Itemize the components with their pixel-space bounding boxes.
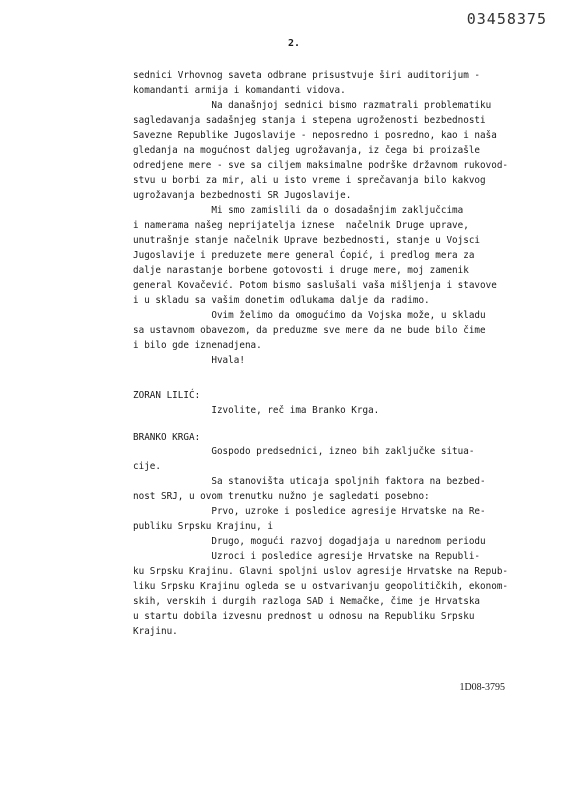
- text-line: Gospodo predsednici, izneo bih zaključke situa-: [133, 446, 475, 457]
- text-line: Savezne Republike Jugoslavije - neposredno i posredno, kao i naša: [133, 130, 497, 141]
- text-line: cije.: [133, 461, 161, 472]
- text-line: komandanti armija i komandanti vidova.: [133, 85, 346, 96]
- speaker2-text-block: [133, 444, 508, 639]
- speaker-label-branko-krga: BRANKO KRGA:: [133, 432, 201, 443]
- text-line: nost SRJ, u ovom trenutku nužno je sagledati posebno:: [133, 491, 430, 502]
- speaker1-text-block: [133, 403, 379, 418]
- text-line: stvu u borbi za mir, ali u isto vreme i sprečavanja bilo kakvog: [133, 175, 486, 186]
- text-line: dalje narastanje borbene gotovosti i druge mere, moj zamenik: [133, 265, 469, 276]
- text-line: ugrožavanja bezbednosti SR Jugoslavije.: [133, 190, 352, 201]
- text-line: Hvala!: [133, 355, 245, 366]
- text-line: Jugoslavije i preduzete mere general Ćopić, i predlog mera za: [133, 250, 475, 261]
- paragraph-lines: [133, 444, 508, 639]
- text-line: Prvo, uzroke i posledice agresije Hrvatske na Re-: [133, 506, 486, 517]
- text-line: ku Srpsku Krajinu. Glavni spoljni uslov agresije Hrvatske na Repub-: [133, 566, 509, 577]
- text-line: unutrašnje stanje načelnik Uprave bezbednosti, stanje u Vojsci: [133, 235, 481, 246]
- text-line: i namerama našeg neprijatelja iznese načelnik Druge uprave,: [133, 220, 469, 231]
- text-line: Izvolite, reč ima Branko Krga.: [133, 405, 380, 416]
- page-number: 2.: [288, 38, 301, 49]
- document-number: 03458375: [466, 10, 547, 28]
- text-line: skih, verskih i durgih razloga SAD i Nemačke, čime je Hrvatska: [133, 596, 481, 607]
- text-line: general Kovačević. Potom bismo saslušali vaša mišljenja i stavove: [133, 280, 497, 291]
- text-line: odredjene mere - sve sa ciljem maksimalne podrške državnom rukovod-: [133, 160, 509, 171]
- intro-text-block: [133, 68, 508, 368]
- document-footer-id: 1D08-3795: [459, 682, 505, 693]
- text-line: sa ustavnom obavezom, da preduzme sve mere da ne bude bilo čime: [133, 325, 486, 336]
- paragraph-lines: [133, 403, 379, 418]
- text-line: Drugo, mogući razvoj dogadjaja u narednom periodu: [133, 536, 486, 547]
- text-line: u startu dobila izvesnu prednost u odnosu na Republiku Srpsku: [133, 611, 475, 622]
- text-line: Mi smo zamislili da o dosadašnjim zaključcima: [133, 205, 464, 216]
- text-line: Krajinu.: [133, 626, 178, 637]
- text-line: publiku Srpsku Krajinu, i: [133, 521, 273, 532]
- text-line: sagledavanja sadašnjeg stanja i stepena ugroženosti bezbednosti: [133, 115, 486, 126]
- text-line: sednici Vrhovnog saveta odbrane prisustvuje širi auditorijum -: [133, 70, 481, 81]
- text-line: gledanja na mogućnost daljeg ugrožavanja, iz čega bi proizašle: [133, 145, 481, 156]
- text-line: Na današnjoj sednici bismo razmatrali problematiku: [133, 100, 492, 111]
- text-line: i u skladu sa vašim donetim odlukama dalje da radimo.: [133, 295, 430, 306]
- text-line: Ovim želimo da omogućimo da Vojska može, u skladu: [133, 310, 486, 321]
- text-line: liku Srpsku Krajinu ogleda se u ostvarivanju geopolitičkih, ekonom-: [133, 581, 509, 592]
- text-line: i bilo gde iznenadjena.: [133, 340, 262, 351]
- text-line: Sa stanovišta uticaja spoljnih faktora na bezbed-: [133, 476, 486, 487]
- speaker-label-zoran-lilic: ZORAN LILIĆ:: [133, 390, 201, 401]
- text-line: Uzroci i posledice agresije Hrvatske na Republi-: [133, 551, 481, 562]
- paragraph-lines: [133, 68, 508, 368]
